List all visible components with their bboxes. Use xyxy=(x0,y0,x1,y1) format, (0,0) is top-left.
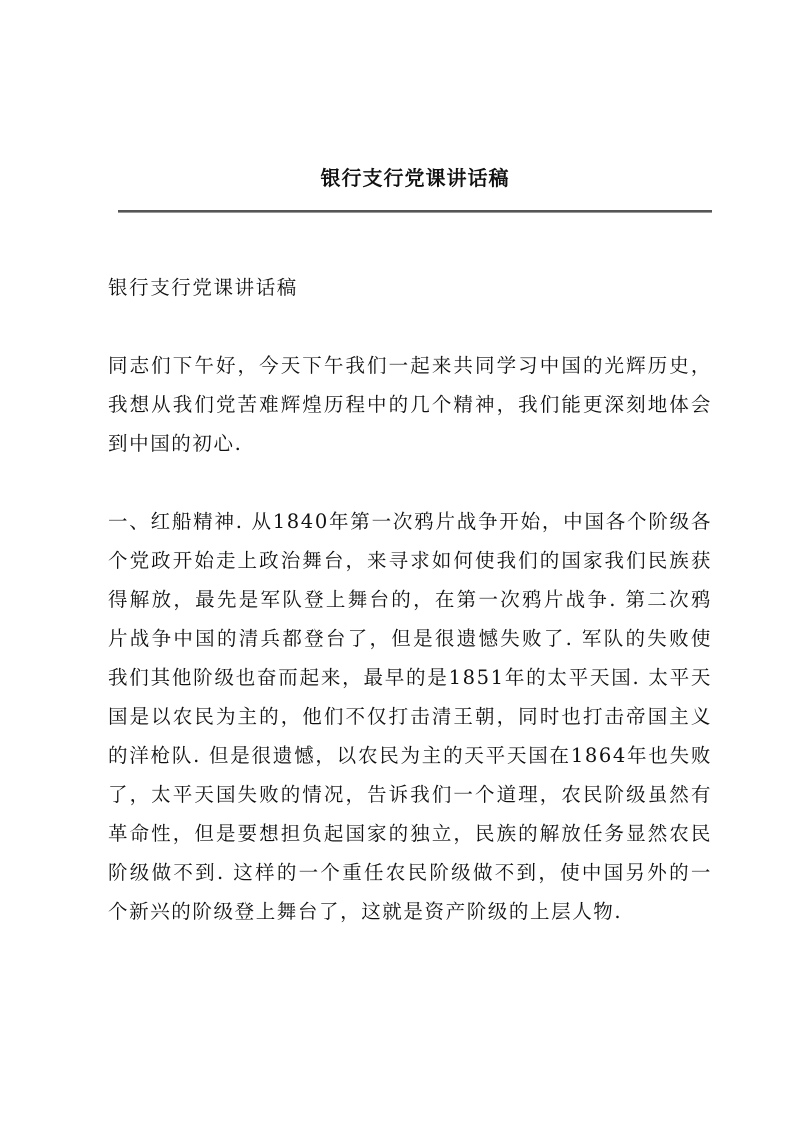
document-body xyxy=(108,268,712,931)
document-subtitle: 银行支行党课讲话稿 xyxy=(108,276,298,299)
paragraph-greeting: 同志们下午好，今天下午我们一起来共同学习中国的光辉历史，我想从我们党苦难辉煌历程中的几个精神，我们能更深刻地体会到中国的初心. xyxy=(108,354,712,455)
header-divider xyxy=(118,210,712,213)
page-header xyxy=(118,158,712,198)
paragraph-red-boat-spirit: 一、红船精神. 从1840年第一次鸦片战争开始，中国各个阶级各个党政开始走上政治舞台，来寻求如何使我们的国家我们民族获得解放，最先是军队登上舞台的，在第一次鸦片战争. 第二次鸦片战争中国的清兵都登台了，但是很遗憾失败了. 军队的失败使我们其他阶级也奋而起来，最早的是1851年的太平天国. 太平天国是以农民为主的，他们不仅打击清王朝，同时也打击帝国主义的洋枪队. 但是很遗憾，以农民为主的天平天国在1864年也失败了，太平天国失败的情况，告诉我们一个道理，农民阶级虽然有革命性，但是要想担负起国家的独立，民族的解放任务显然农民阶级做不到. 这样的一个重任农民阶级做不到，使中国另外的一个新兴的阶级登上舞台了，这就是资产阶级的上层人物. xyxy=(108,510,712,923)
page-title: 银行支行党课讲话稿 xyxy=(320,166,510,190)
